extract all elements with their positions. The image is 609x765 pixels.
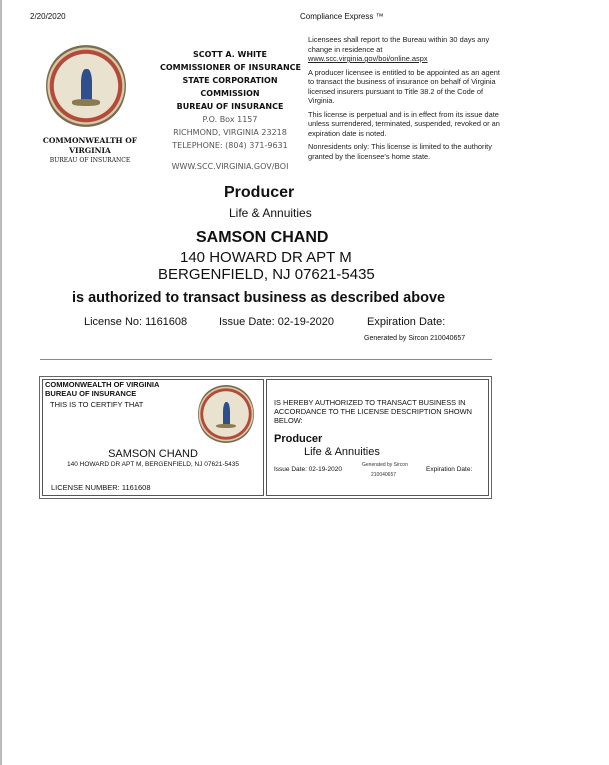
print-date: 2/20/2020 [30,12,66,21]
commissioner-block [160,48,300,173]
card-line-of-authority: Life & Annuities [304,446,380,458]
card-generated-by: Generated by Sircon [362,462,408,468]
card-generated-id: 210040657 [371,472,397,478]
website: WWW.SCC.VIRGINIA.GOV/BOI [171,162,289,171]
card-license-number: LICENSE NUMBER: 1161608 [51,483,151,492]
card-left-panel [42,379,264,496]
authorization-statement: is authorized to transact business as described above [72,290,446,306]
license-number: License No: 1161608 [84,316,188,328]
card-licensee-name: SAMSON CHAND [108,448,198,460]
seal-caption [40,136,140,166]
notice-text: Licensees shall report to the Bureau within 30 days any change in residence at [308,35,490,54]
notice-link[interactable]: www.scc.virginia.gov/boi/online.aspx [308,54,428,63]
notice-text: This license is perpetual and is in effect from its issue date unless surrendered, terminated, suspended, revoked or an expiration date is noted. [308,109,500,138]
line-of-authority: Life & Annuities [229,206,312,220]
city: RICHMOND, VIRGINIA 23218 [173,128,287,137]
bureau-name: BUREAU OF INSURANCE [176,102,284,111]
org-line: STATE CORPORATION [182,76,278,85]
license-type: Producer [224,184,295,201]
card-org [45,380,159,398]
seal-caption-line: BUREAU OF INSURANCE [49,157,131,164]
po-box: P.O. Box 1157 [202,115,258,124]
issue-date: Issue Date: 02-19-2020 [219,316,334,328]
virginia-seal-icon [46,44,126,128]
org-line: COMMISSION [200,89,260,98]
card-address: 140 HOWARD DR APT M, BERGENFIELD, NJ 07621-5435 [67,461,239,468]
card-issue-date: Issue Date: 02-19-2020 [274,466,342,473]
card-expiration-date: Expiration Date: [426,466,473,473]
generated-by: Generated by Sircon 210040657 [364,335,466,342]
card-org-line: BUREAU OF INSURANCE [45,389,137,398]
licensee-name: SAMSON CHAND [196,229,329,246]
seal-caption-line: VIRGINIA [69,146,111,155]
divider [40,359,492,360]
expiration-date: Expiration Date: [367,316,446,328]
address-line-1: 140 HOWARD DR APT M [180,249,352,266]
card-authorization: IS HEREBY AUTHORIZED TO TRANSACT BUSINESS IN ACCORDANCE TO THE LICENSE DESCRIPTION SHOWN BELOW: [274,398,472,425]
notice-block [308,35,503,165]
notice-text: Nonresidents only: This license is limited to the authority granted by the licensee's home state. [308,142,492,161]
commissioner-title: COMMISSIONER OF INSURANCE [160,63,301,72]
card-right-panel [266,379,489,496]
app-title: Compliance Express ™ [300,12,384,21]
phone: TELEPHONE: (804) 371-9631 [172,141,288,150]
notice-text: A producer licensee is entitled to be appointed as an agent to transact the business of insurance on behalf of Virginia licensed insurers pursuant to Title 38.2 of the Code of Virginia. [308,67,500,105]
card-certify: THIS IS TO CERTIFY THAT [50,400,144,409]
address-line-2: BERGENFIELD, NJ 07621-5435 [158,266,375,283]
card-seal-icon [198,384,254,444]
commissioner-name: SCOTT A. WHITE [193,50,267,59]
card-org-line: COMMONWEALTH OF VIRGINIA [45,380,160,389]
card-license-type: Producer [274,433,323,445]
seal-caption-line: COMMONWEALTH OF [42,136,138,145]
